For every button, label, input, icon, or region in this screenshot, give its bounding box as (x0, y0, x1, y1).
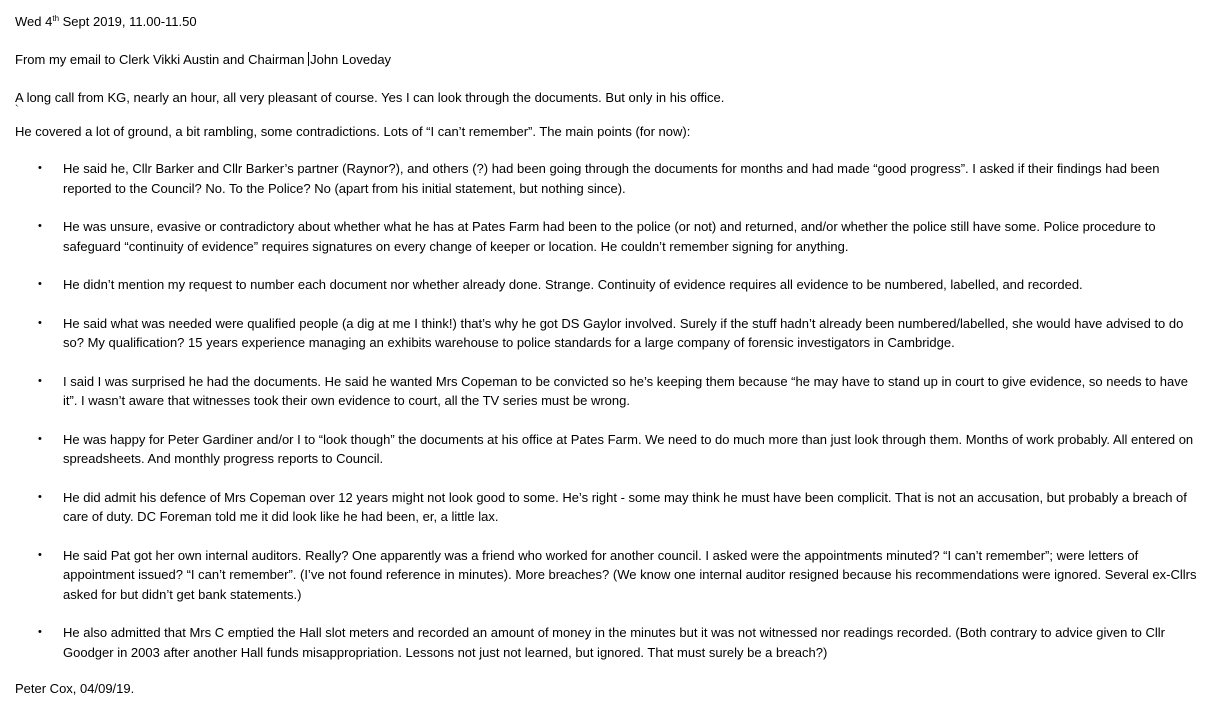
stray-mark: ` (15, 104, 19, 116)
date-heading: Wed 4th Sept 2019, 11.00-11.50 (15, 14, 197, 29)
email-source-line: From my email to Clerk Vikki Austin and Chairman John Loveday (15, 52, 392, 67)
bullet-icon: • (38, 220, 42, 232)
bullet-icon: • (38, 490, 42, 503)
text-cursor (308, 52, 309, 66)
list-item (15, 159, 1200, 198)
bullet-icon: • (38, 278, 42, 290)
bullet-icon: • (38, 316, 42, 329)
bullet-icon: • (38, 548, 42, 561)
covered-line: He covered a lot of ground, a bit rambling, some contradictions. Lots of “I can’t remember”. The main points (for now): (15, 124, 691, 139)
list-item (15, 546, 1200, 605)
document-body (15, 12, 1200, 698)
list-item (15, 430, 1200, 469)
point-text: He also admitted that Mrs C emptied the Hall slot meters and recorded an amount of money in the minutes but it was not witnessed nor readings recorded. (Both contrary to advice given to Cllr Goodger in 2003 after another Hall funds misappropriation. Lessons not just not learned, but ignored. That must surely be a breach?) (63, 625, 1165, 660)
bullet-icon: • (38, 374, 42, 387)
list-item (15, 488, 1200, 527)
list-item (15, 623, 1200, 662)
point-text: He said he, Cllr Barker and Cllr Barker’s partner (Raynor?), and others (?) had been going through the documents for months and had made “good progress”. I asked if their findings had been reported to the Council? No. To the Police? No (apart from his initial statement, but nothing since). (63, 161, 1160, 196)
point-text: He didn’t mention my request to number each document nor whether already done. Strange. Continuity of evidence requires all evidence to be numbered, labelled, and recorded. (63, 277, 1083, 292)
point-text: I said I was surprised he had the documents. He said he wanted Mrs Copeman to be convicted so he’s keeping them because “he may have to stand up in court to give evidence, so needs to have it”. I wasn’t aware that witnesses took their own evidence to court, all the TV series must be wrong. (63, 373, 1188, 408)
signature-line: Peter Cox, 04/09/19. (15, 681, 135, 696)
point-text: He was happy for Peter Gardiner and/or I to “look though” the documents at his office at Pates Farm. We need to do much more than just look through them. Months of work probably. All entered on spreadsheets. And monthly progress reports to Council. (63, 431, 1194, 466)
list-item (15, 275, 1200, 295)
point-text: He said what was needed were qualified people (a dig at me I think!) that’s why he got DS Gaylor involved. Surely if the stuff hadn’t already been numbered/labelled, she would have advised to do so? My qualification? 15 years experience managing an exhibits warehouse to police standards for a large company of forensic investigators in Cambridge. (63, 315, 1184, 350)
bullet-icon: • (38, 626, 42, 638)
list-item (15, 314, 1200, 353)
main-points-list (15, 159, 1200, 662)
call-summary-line: A long call from KG, nearly an hour, all very pleasant of course. Yes I can look through the documents. But only in his office. (15, 90, 725, 105)
point-text: He said Pat got her own internal auditors. Really? One apparently was a friend who worked for another council. I asked were the appointments minuted? “I can’t remember”; were letters of appointment issued? “I can’t remember”. (I’ve not found reference in minutes). More breaches? (We know one internal auditor resigned because his recommendations were ignored. Several ex-Cllrs asked for but didn’t get bank statements.) (63, 547, 1197, 602)
bullet-icon: • (38, 162, 42, 174)
point-text: He was unsure, evasive or contradictory about whether what he has at Pates Farm had been to the police (or not) and returned, and/or whether the police still have some. Police procedure to safeguard “continuity of evidence” requires signatures on every change of keeper or location. He couldn’t remember signing for anything. (63, 219, 1156, 254)
bullet-icon: • (38, 432, 42, 445)
point-text: He did admit his defence of Mrs Copeman over 12 years might not look good to some. He’s right - some may think he must have been complicit. That is not an accusation, but probably a breach of care of duty. DC Foreman told me it did look like he had been, er, a little lax. (63, 489, 1187, 524)
list-item (15, 217, 1200, 256)
list-item (15, 372, 1200, 411)
